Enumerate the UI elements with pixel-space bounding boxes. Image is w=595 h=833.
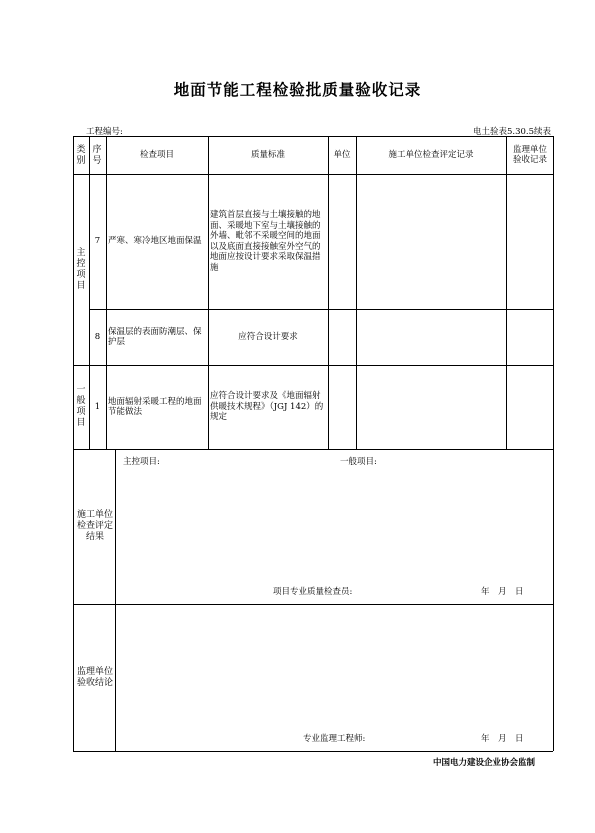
row-7-standard: 建筑首层直接与土壤接触的地面、采暖地下室与土壤接触的外墙、毗邻不采暖空间的地面以及底面直接接触室外空气的地面应按设计要求采取保温措施 xyxy=(210,210,321,273)
row-8-supervisor-cell[interactable] xyxy=(506,309,553,365)
supervisor-conclusion-label: 监理单位验收结论 xyxy=(77,666,114,688)
contractor-date: 年 月 日 xyxy=(481,587,524,597)
col-line-3 xyxy=(208,136,209,449)
row-7-unit-cell[interactable] xyxy=(328,174,356,309)
row-7-seq: 7 xyxy=(94,236,101,247)
row-8-item: 保温层的表面防潮层、保护层 xyxy=(108,326,202,347)
row-8-unit-cell[interactable] xyxy=(328,309,356,365)
row-8-contractor-cell[interactable] xyxy=(356,309,506,365)
row-g1-item: 地面辐射采暖工程的地面节能做法 xyxy=(108,396,202,417)
supervisor-date: 年 月 日 xyxy=(481,734,524,744)
header-seq: 序号 xyxy=(92,145,102,166)
row-divider-3 xyxy=(73,449,553,450)
border-bottom xyxy=(73,751,553,752)
supervisor-conclusion-input[interactable] xyxy=(115,608,553,728)
header-unit: 单位 xyxy=(333,149,351,160)
border-left xyxy=(73,136,74,751)
row-7-item: 严寒、寒冷地区地面保温 xyxy=(108,236,202,247)
col-line-2 xyxy=(106,136,107,449)
header-contractor-record: 施工单位检查评定记录 xyxy=(388,149,474,160)
quality-inspector-label: 项目专业质量检查员: xyxy=(273,587,353,597)
row-divider-4 xyxy=(73,604,553,605)
inspection-table xyxy=(73,136,553,751)
form-title: 地面节能工程检验批质量验收记录 xyxy=(173,81,422,99)
contractor-result-input[interactable] xyxy=(115,469,553,579)
group-main-label: 主控项目 xyxy=(76,247,86,291)
row-g1-contractor-cell[interactable] xyxy=(356,365,506,449)
row-g1-unit-cell[interactable] xyxy=(328,365,356,449)
row-7-supervisor-cell[interactable] xyxy=(506,174,553,309)
issuer-footer: 中国电力建设企业协会监制 xyxy=(432,758,535,768)
row-7-contractor-cell[interactable] xyxy=(356,174,506,309)
row-g1-standard: 应符合设计要求及《地面辐射供暖技术规程》（JGJ 142）的规定 xyxy=(210,391,324,423)
header-standard: 质量标准 xyxy=(250,149,285,160)
contractor-result-label: 施工单位检查评定结果 xyxy=(77,510,114,542)
border-right xyxy=(553,136,554,751)
contractor-general-label: 一般项目: xyxy=(340,457,377,467)
supervising-engineer-label: 专业监理工程师: xyxy=(303,734,366,744)
row-g1-seq: 1 xyxy=(94,401,101,412)
header-category: 类别 xyxy=(76,145,86,166)
header-item: 检查项目 xyxy=(139,149,174,160)
header-supervisor-record: 监理单位验收记录 xyxy=(512,144,547,165)
row-g1-supervisor-cell[interactable] xyxy=(506,365,553,449)
group-general-label: 一般项目 xyxy=(76,385,86,428)
contractor-main-label: 主控项目: xyxy=(123,457,160,467)
form-code: 电土验表5.30.5续表 xyxy=(472,127,551,137)
project-number-label: 工程编号: xyxy=(86,127,123,137)
row-8-seq: 8 xyxy=(94,331,101,342)
row-8-standard: 应符合设计要求 xyxy=(238,331,298,342)
